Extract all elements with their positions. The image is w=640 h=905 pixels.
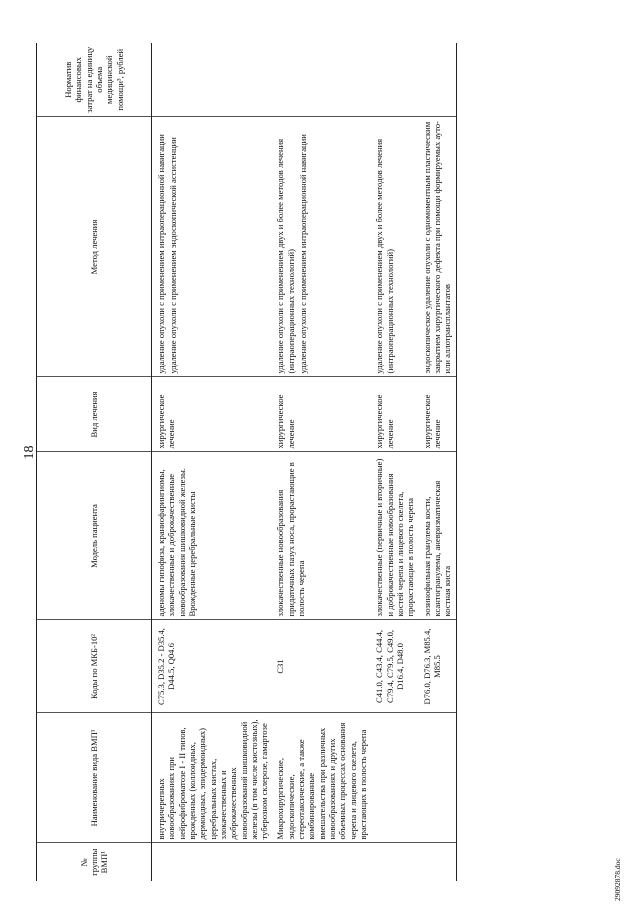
patient-model-cell: эозинофильная гранулема кости, ксантогранулема, аневризматическая костная киста [418, 452, 457, 620]
table-row [370, 43, 417, 881]
patient-model-cell: злокачественные (первичные и вторичные) и доброкачественные новообразования костей черепа и лицевого скелета, прорастающие в полость черепа [370, 452, 417, 620]
treatment-type-cell: хирургическое лечение [152, 377, 272, 452]
treatment-method-cell [370, 117, 417, 377]
cost-norm-cell [271, 43, 370, 117]
icd-codes-cell: C31 [271, 620, 370, 713]
icd-codes-cell: C75.3, D35.2 - D35.4, D44.5, Q04.6 [152, 620, 272, 713]
treatment-type-cell: хирургическое лечение [418, 377, 457, 452]
method-item: удаление опухоли с применением двух и более методов лечения (интраоперационных технологий) [374, 138, 395, 374]
method-item: удаление опухоли с применением интраоперационной навигации [156, 134, 166, 374]
table-row [152, 43, 272, 881]
cost-norm-cell [152, 43, 272, 117]
method-item: удаление опухоли с применением интраоперационной навигации [298, 134, 309, 374]
method-item: эндоскопическое удаление опухоли с одномоментным пластическим закрытием хирургического дефекта при помощи формируемых ауто- или аллотрансплантатов [421, 121, 453, 374]
vmp-name-cell: Микрохирургические, эндоскопические, стереотаксические, а также комбинированные вмешательства при различных новообразованиях и других объемных процессах основания черепа и лицевого скелета, врастающих в полость черепа [271, 713, 370, 843]
group-number-cell [418, 843, 457, 881]
vmp-name-cell [418, 713, 457, 843]
vmp-table [36, 43, 457, 881]
header-treatment-method: Метод лечения [37, 117, 152, 377]
header-cost-norm: Норматив финансовых затрат на единицу объема медицинской помощи³, рублей [37, 43, 152, 117]
icd-codes-cell: D76.0, D76.3, M85.4, M85.5 [418, 620, 457, 713]
vmp-name-cell [370, 713, 417, 843]
treatment-method-cell [418, 117, 457, 377]
method-item: удаление опухоли с применением двух и более методов лечения (интраоперационных технологий) [275, 138, 296, 374]
header-vmp-name: Наименование вида ВМП¹ [37, 713, 152, 843]
cost-norm-cell [370, 43, 417, 117]
vmp-name-cell: внутричерепных новообразованиях при нейрофиброматозе I - II типов, врожденных (коллоидных, дермоидных, эпидермоидных) церебральных кистах, злокачественных и доброкачественных новообразований шишковидной железы (в том числе кистозных), туберозном склерозе, гамартозе [152, 713, 272, 843]
icd-codes-cell: C41.0, C43.4, C44.4, C79.4, C79.5, C49.0, D16.4, D48.0 [370, 620, 417, 713]
table-row [418, 43, 457, 881]
cost-norm-cell [418, 43, 457, 117]
patient-model-cell: злокачественные новообразования придаточных пазух носа, прорастающие в полость черепа [271, 452, 370, 620]
header-patient-model: Модель пациента [37, 452, 152, 620]
treatment-type-cell: хирургическое лечение [370, 377, 417, 452]
treatment-method-cell [271, 117, 370, 377]
header-group-number: № группы ВМП¹ [37, 843, 152, 881]
method-item: удаление опухоли с применением эндоскопической ассистенции [168, 137, 179, 374]
treatment-method-cell [152, 117, 272, 377]
header-treatment-type: Вид лечения [37, 377, 152, 452]
header-row [37, 43, 152, 881]
group-number-cell [271, 843, 370, 881]
table-row [271, 43, 370, 881]
document-filename: 29092878.doc [613, 858, 622, 901]
header-icd-codes: Коды по МКБ-10² [37, 620, 152, 713]
group-number-cell [152, 843, 272, 881]
group-number-cell [370, 843, 417, 881]
treatment-type-cell: хирургическое лечение [271, 377, 370, 452]
page-number: 18 [22, 445, 37, 460]
patient-model-cell: аденомы гипофиза, краниофарингиомы, злокачественные и доброкачественные новообразования шишковидной железы. Врожденные церебральные кисты [152, 452, 272, 620]
